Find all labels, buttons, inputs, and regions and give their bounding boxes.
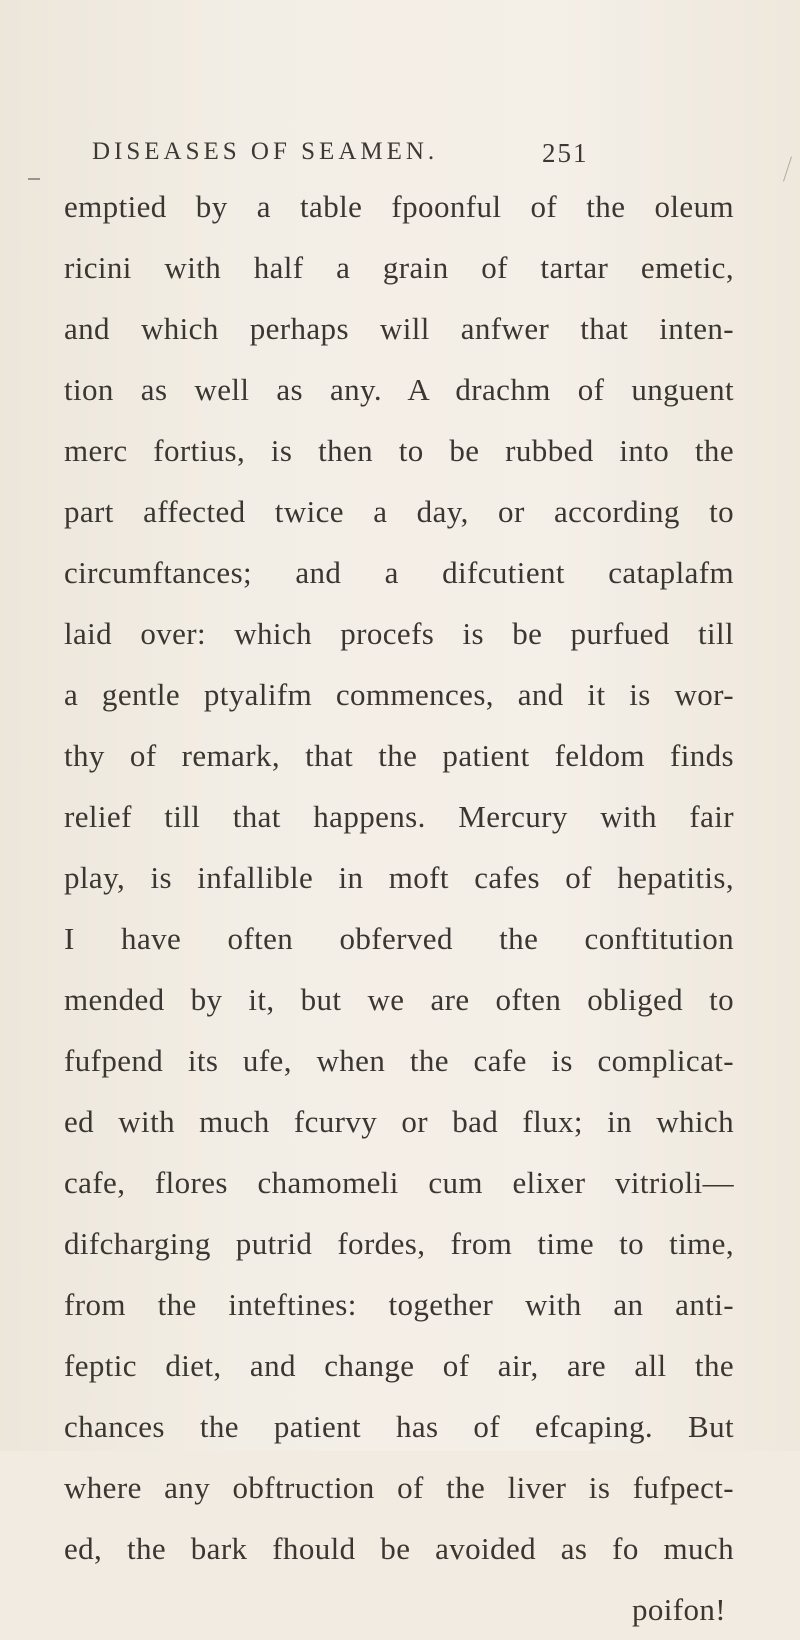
text-line: ed, the bark fhould be avoided as fo much: [64, 1531, 734, 1566]
text-line: circumftances; and a difcutient cataplafm: [64, 555, 734, 590]
text-line: difcharging putrid fordes, from time to time,: [64, 1226, 734, 1261]
text-line: and which perhaps will anfwer that inten-: [64, 311, 734, 346]
text-line: a gentle ptyalifm commences, and it is wor-: [64, 677, 734, 712]
text-line: laid over: which procefs is be purfued till: [64, 616, 734, 651]
running-title: DISEASES OF SEAMEN.: [92, 138, 439, 165]
body-text: [64, 176, 734, 1640]
text-line: where any obftruction of the liver is fufpect-: [64, 1470, 734, 1505]
text-line: feptic diet, and change of air, are all the: [64, 1348, 734, 1383]
corner-mark: [783, 156, 792, 181]
page-number: 251: [542, 138, 589, 168]
page-header: [92, 138, 692, 174]
text-line: chances the patient has of efcaping. But: [64, 1409, 734, 1444]
text-line: mended by it, but we are often obliged to: [64, 982, 734, 1017]
text-line: thy of remark, that the patient feldom finds: [64, 738, 734, 773]
text-line: ed with much fcurvy or bad flux; in which: [64, 1104, 734, 1139]
text-line: from the inteftines: together with an anti-: [64, 1287, 734, 1322]
text-line: emptied by a table fpoonful of the oleum: [64, 189, 734, 224]
text-line: ricini with half a grain of tartar emetic,: [64, 250, 734, 285]
catchword-line: poifon!: [631, 1592, 726, 1627]
text-line: play, is infallible in moft cafes of hepatitis,: [64, 860, 734, 895]
text-line: cafe, flores chamomeli cum elixer vitrioli—: [64, 1165, 734, 1200]
text-line: relief till that happens. Mercury with fair: [64, 799, 734, 834]
text-line: merc fortius, is then to be rubbed into the: [64, 433, 734, 468]
text-line: part affected twice a day, or according to: [64, 494, 734, 529]
text-line: fufpend its ufe, when the cafe is complicat-: [64, 1043, 734, 1078]
text-line: tion as well as any. A drachm of unguent: [64, 372, 734, 407]
text-line: I have often obferved the conftitution: [64, 921, 734, 956]
margin-mark: [28, 178, 40, 180]
